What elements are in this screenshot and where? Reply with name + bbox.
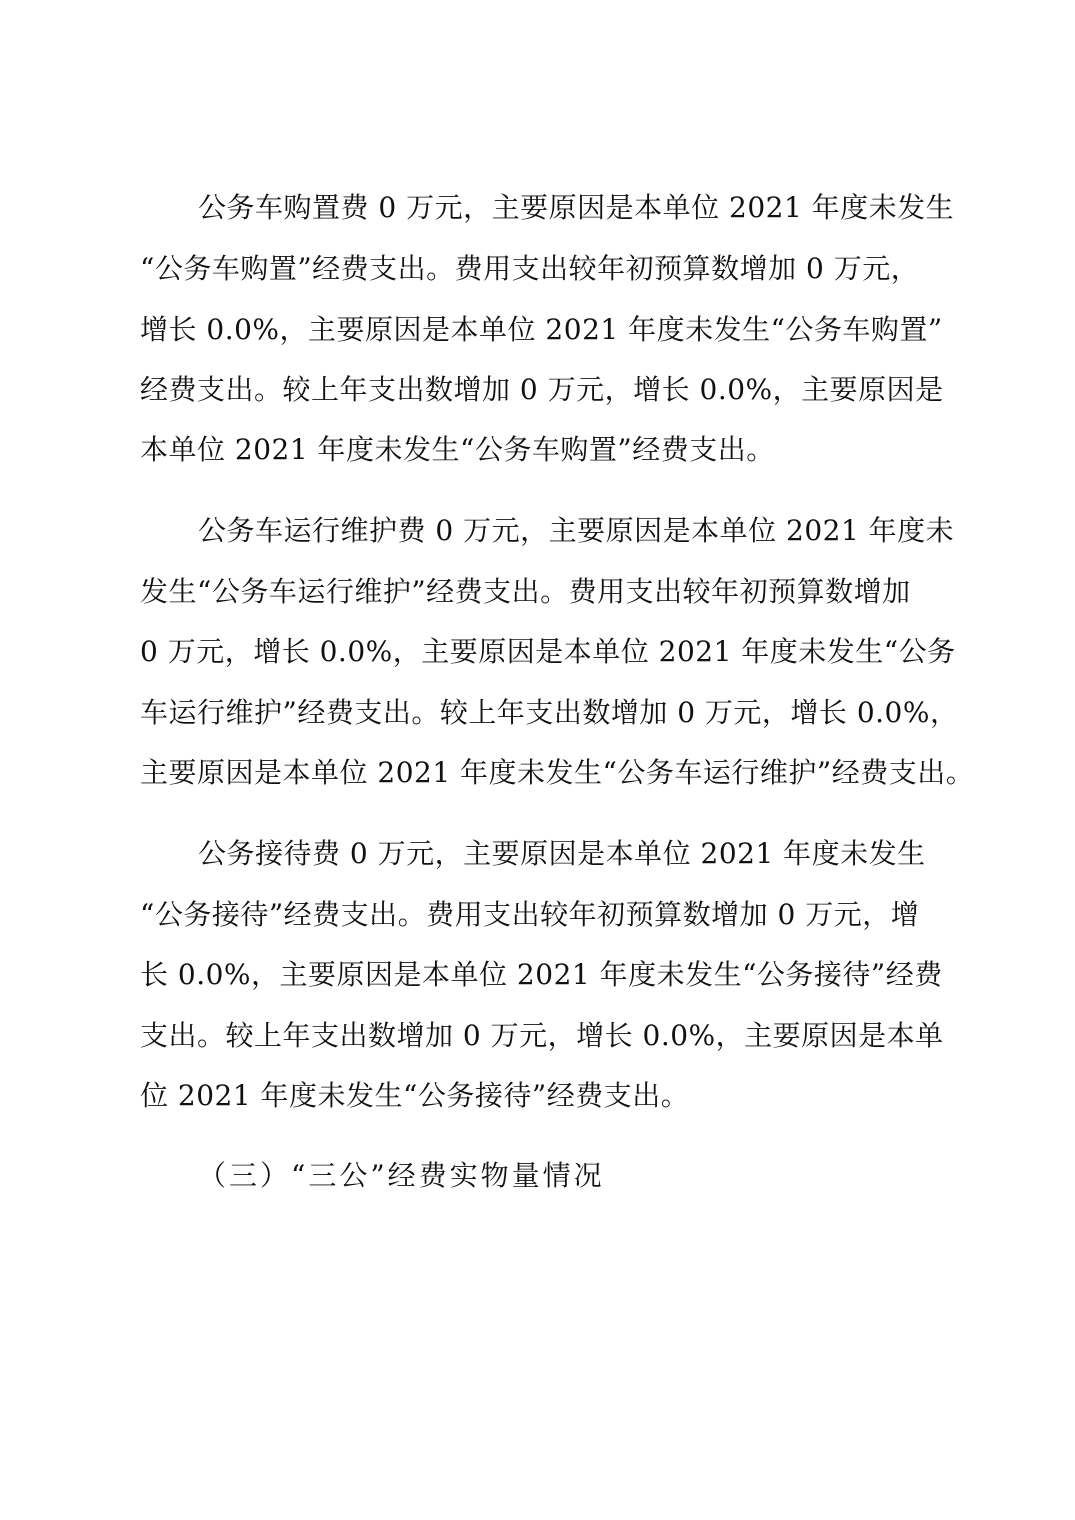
- text-line: 主要原因是本单位 2021 年度未发生“公务车运行维护”经费支出。: [140, 756, 975, 789]
- text-line: “公务接待”经费支出。费用支出较年初预算数增加 0 万元，增: [140, 898, 920, 931]
- text-line: 长 0.0%，主要原因是本单位 2021 年度未发生“公务接待”经费: [140, 958, 943, 991]
- text-line: “公务车购置”经费支出。费用支出较年初预算数增加 0 万元，: [140, 252, 920, 285]
- text-line: 位 2021 年度未发生“公务接待”经费支出。: [140, 1079, 690, 1112]
- text-line: 经费支出。较上年支出数增加 0 万元，增长 0.0%，主要原因是: [140, 373, 944, 406]
- text-line: 发生“公务车运行维护”经费支出。费用支出较年初预算数增加: [140, 575, 911, 608]
- text-line: 本单位 2021 年度未发生“公务车购置”经费支出。: [140, 433, 775, 466]
- text-line: 公务车运行维护费 0 万元，主要原因是本单位 2021 年度未: [198, 514, 955, 547]
- text-line: 公务车购置费 0 万元，主要原因是本单位 2021 年度未发生: [198, 191, 955, 224]
- text-line: 支出。较上年支出数增加 0 万元，增长 0.0%，主要原因是本单: [140, 1019, 944, 1052]
- text-line: 车运行维护”经费支出。较上年支出数增加 0 万元，增长 0.0%，: [140, 696, 959, 729]
- section-heading: （三）“三公”经费实物量情况: [198, 1159, 605, 1192]
- text-line: 增长 0.0%，主要原因是本单位 2021 年度未发生“公务车购置”: [140, 313, 943, 346]
- text-line: 0 万元，增长 0.0%，主要原因是本单位 2021 年度未发生“公务: [140, 635, 956, 668]
- text-line: 公务接待费 0 万元，主要原因是本单位 2021 年度未发生: [198, 837, 926, 870]
